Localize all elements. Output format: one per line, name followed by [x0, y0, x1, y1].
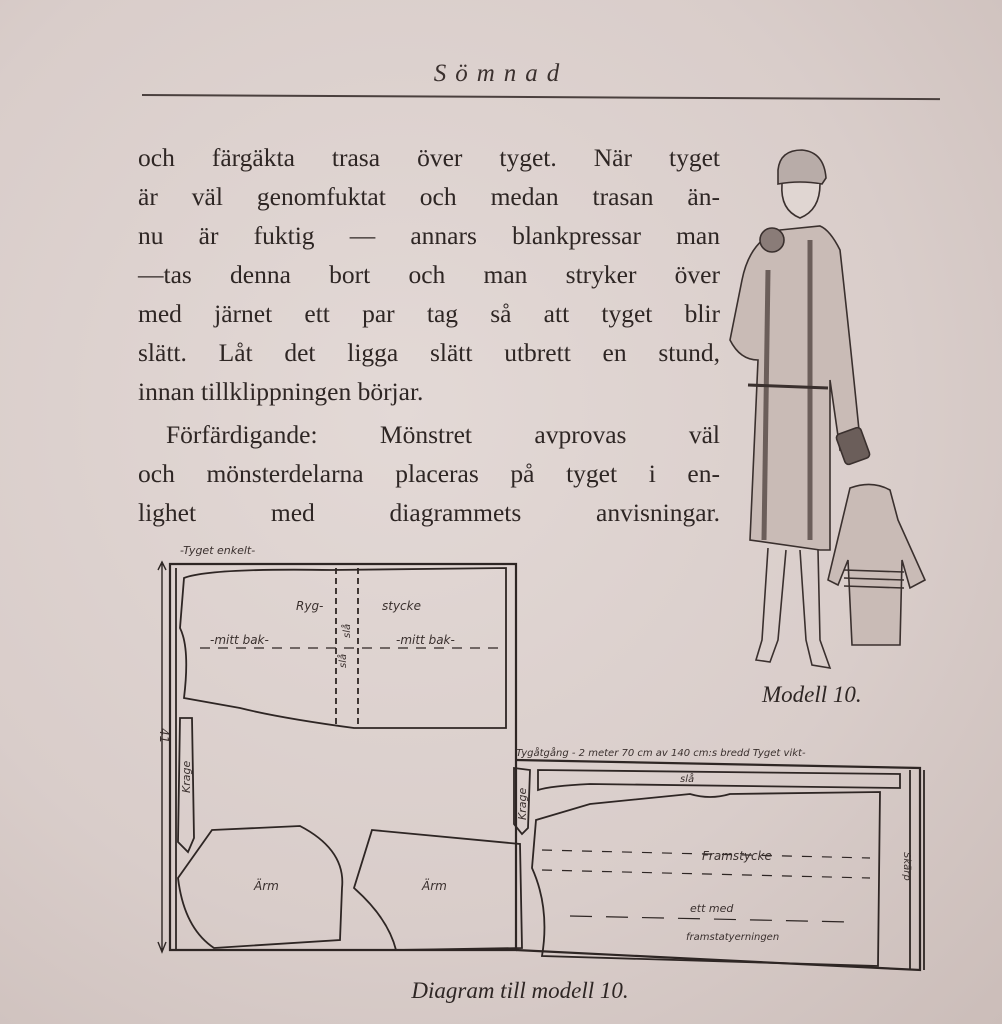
body-text	[138, 138, 720, 532]
figure-caption: Modell 10.	[762, 682, 862, 707]
text-line: är väl genomfuktat och medan trasan än-	[138, 182, 720, 211]
label-sla-1: slå	[342, 623, 353, 638]
text-line: lighet med diagrammets anvisningar.	[138, 498, 720, 527]
header-rule	[142, 94, 940, 100]
text-line: nu är fuktig — annars blankpressar man	[138, 221, 720, 250]
label-krage-left: Krage	[180, 760, 193, 793]
label-mitt-bak-left: -mitt bak-	[210, 633, 269, 647]
label-framstycke: Framstycke	[702, 849, 772, 863]
label-skarp: Skärp	[901, 852, 912, 881]
label-tygatgang: Tygåtgång - 2 meter 70 cm av 140 cm:s bredd Tyget vikt-	[516, 748, 806, 759]
label-ett-med: ett med	[690, 902, 734, 915]
text-line: slätt. Låt det ligga slätt utbrett en stund,	[138, 338, 720, 367]
text-line: Förfärdigande: Mönstret avprovas väl	[166, 420, 720, 449]
label-mitt-bak-right: -mitt bak-	[396, 633, 455, 647]
label-arm-right: Ärm	[422, 879, 447, 893]
label-measure: 41	[157, 728, 171, 744]
label-tyget-enkelt: -Tyget enkelt-	[180, 544, 256, 557]
label-ryg: Ryg-	[296, 599, 324, 613]
label-krage-right: Krage	[516, 787, 529, 820]
label-framstatyerningen: framstatyerningen	[686, 932, 780, 943]
label-sla-top: slå	[680, 774, 695, 785]
label-sla-2: slå	[338, 653, 349, 668]
text-line: med järnet ett par tag så att tyget blir	[138, 299, 720, 328]
diagram-caption: Diagram till modell 10.	[411, 978, 629, 1003]
running-header: Sömnad	[433, 60, 569, 87]
text-line: innan tillklippningen börjar.	[138, 377, 424, 406]
pattern-diagram	[150, 538, 940, 978]
text-line: och färgäkta trasa över tyget. När tyget	[138, 143, 720, 172]
label-arm-left: Ärm	[254, 879, 279, 893]
text-line: och mönsterdelarna placeras på tyget i en-	[138, 459, 720, 488]
label-stycke: stycke	[382, 599, 421, 613]
text-line: —tas denna bort och man stryker över	[138, 260, 720, 289]
